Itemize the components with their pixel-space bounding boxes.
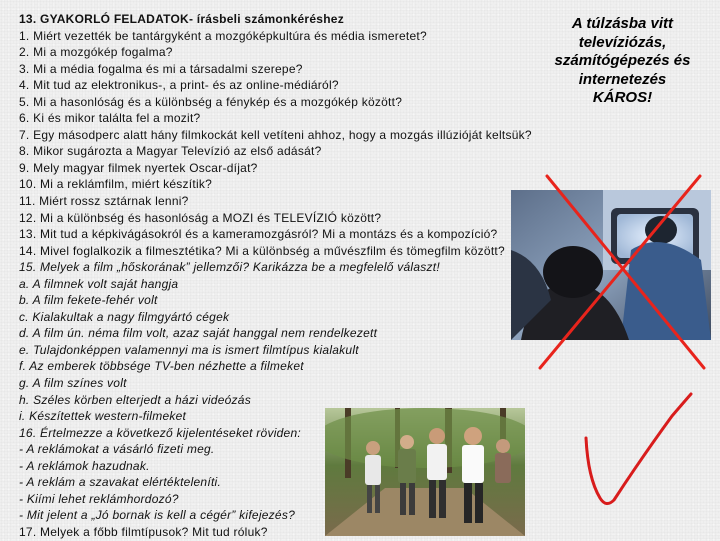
question-line: c. Kialakultak a nagy filmgyártó cégek [19, 309, 230, 324]
tv-watching-photo [511, 190, 711, 340]
question-line: 9. Mely magyar filmek nyertek Oscar-díjat? [19, 160, 258, 175]
question-line: - Kiími lehet reklámhordozó? [19, 491, 179, 506]
question-line: g. A film színes volt [19, 376, 127, 391]
question-line: b. A film fekete-fehér volt [19, 293, 158, 308]
warning-line: KÁROS! [592, 89, 653, 106]
question-line: - A reklám a szavakat elértékteleníti. [19, 475, 222, 490]
question-line: 17. Melyek a főbb filmtípusok? Mit tud róluk? [19, 524, 268, 539]
question-line: 13. Mit tud a képkivágásokról és a kameramozgásról? Mi a montázs és a kompozíció? [19, 227, 498, 242]
question-line: f. Az emberek többsége TV-ben nézhette a filmeket [19, 359, 304, 374]
question-line: - Mit jelent a „Jó bornak is kell a cégér” kifejezés? [19, 508, 296, 523]
question-line: - A reklámokat a vásárló fizeti meg. [19, 442, 215, 457]
question-line: i. Készítettek western-filmeket [19, 409, 187, 424]
question-line: a. A filmnek volt saját hangja [19, 276, 179, 291]
question-line: 1. Miért vezették be tantárgyként a mozgóképkultúra és média ismeretet? [19, 28, 427, 43]
warning-line: számítógépezés és [554, 52, 691, 69]
question-line: 10. Mi a reklámfilm, miért készítik? [19, 177, 213, 192]
question-line: 4. Mit tud az elektronikus-, a print- és az online-médiáról? [19, 78, 339, 93]
question-line: - A reklámok hazudnak. [19, 458, 150, 473]
question-line: 15. Melyek a film „hőskorának” jellemzői? Karikázza be a megfelelő választ! [19, 260, 440, 275]
question-line: 14. Mivel foglalkozik a filmesztétika? Mi a különbség a művészfilm és tömegfilm között? [19, 243, 505, 258]
question-line: 7. Egy másodperc alatt hány filmkockát kell vetíteni ahhoz, hogy a mozgás illúzióját keltsük? [19, 127, 532, 142]
question-line: 11. Miért rossz sztárnak lenni? [19, 194, 189, 209]
warning-line: internetezés [578, 70, 667, 88]
page-title: 13. GYAKORLÓ FELADATOK- írásbeli számonkéréshez [19, 12, 344, 26]
question-line: d. A film ún. néma film volt, azaz saját hanggal nem rendelkezett [19, 326, 378, 341]
question-line: 8. Mikor sugározta a Magyar Televízió az első adását? [19, 144, 322, 159]
warning-line: televíziózás, [578, 33, 667, 51]
warning-line: A túlzásba vitt [571, 15, 674, 32]
question-line: 3. Mi a média fogalma és mi a társadalmi szerepe? [19, 61, 303, 76]
question-line: h. Széles körben elterjedt a házi videózás [19, 392, 251, 407]
question-line: 16. Értelmezze a következő kijelentéseket röviden: [19, 425, 301, 440]
forest-hiking-photo [325, 408, 525, 536]
question-line: 6. Ki és mikor találta fel a mozit? [19, 111, 201, 126]
question-line: 5. Mi a hasonlóság és a különbség a fénykép és a mozgókép között? [19, 94, 403, 109]
warning-text [530, 15, 715, 108]
question-line: e. Tulajdonképpen valamennyi ma is ismert filmtípus kialakult [19, 342, 359, 357]
question-line: 2. Mi a mozgókép fogalma? [19, 45, 173, 60]
question-line: 12. Mi a különbség és hasonlóság a MOZI és TELEVÍZIÓ között? [19, 210, 382, 225]
